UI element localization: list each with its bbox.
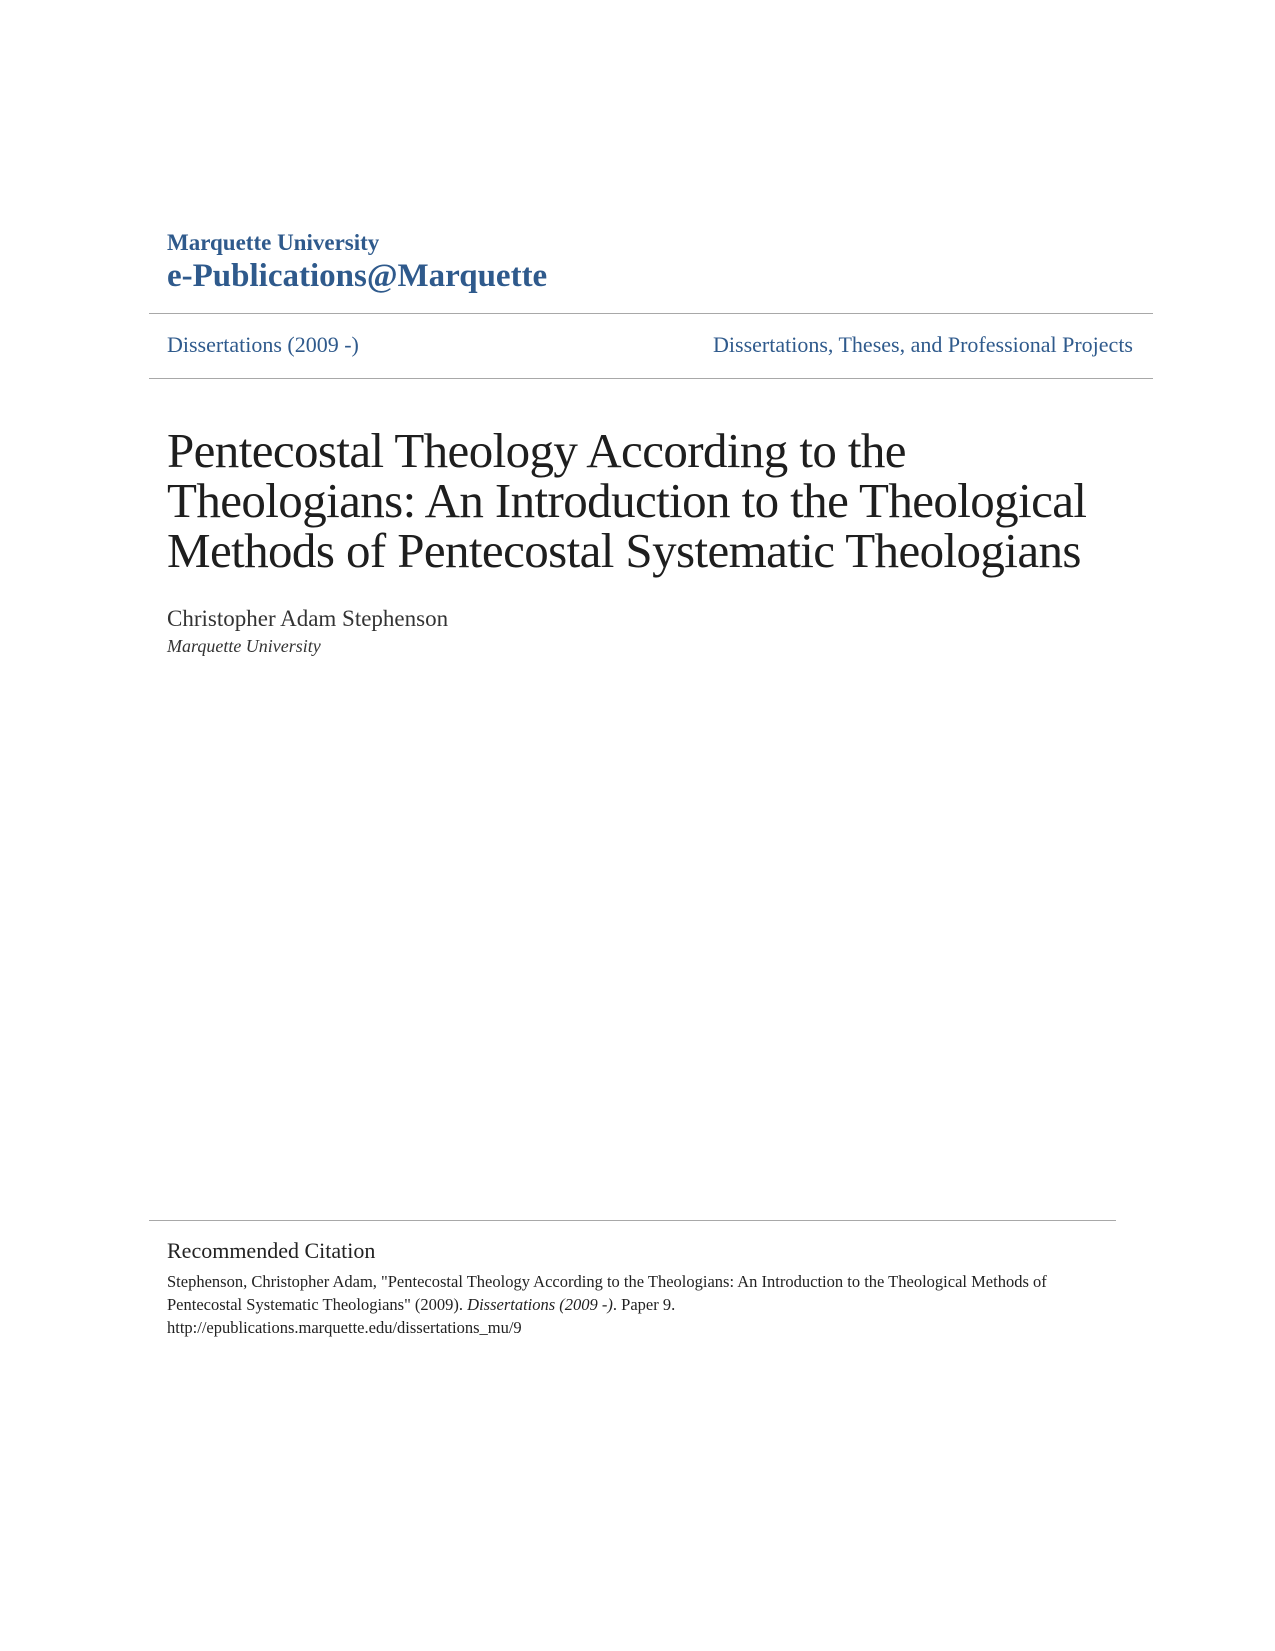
- header-divider-bottom: [149, 378, 1153, 379]
- institution-name: Marquette University: [167, 230, 380, 255]
- title-line: Methods of Pentecostal Systematic Theologians: [167, 523, 1081, 578]
- author-affiliation: Marquette University: [167, 636, 321, 656]
- citation-line: [167, 1316, 1127, 1339]
- author-name: Christopher Adam Stephenson: [167, 606, 449, 631]
- citation-line: [167, 1293, 1127, 1316]
- citation-line: Stephenson, Christopher Adam, "Pentecostal Theology According to the Theologians: An Introduction to the Theological Methods of: [167, 1272, 1047, 1291]
- repository-name: e-Publications@Marquette: [167, 258, 548, 294]
- citation-url-link[interactable]: http://epublications.marquette.edu/dissertations_mu/9: [167, 1318, 522, 1337]
- header-divider-top: [149, 313, 1153, 314]
- series-link[interactable]: Dissertations (2009 -): [167, 332, 359, 357]
- citation-heading: Recommended Citation: [167, 1238, 376, 1263]
- collection-link[interactable]: Dissertations, Theses, and Professional Projects: [713, 332, 1133, 357]
- citation-title-part: Pentecostal Systematic Theologians" (2009).: [167, 1295, 468, 1314]
- document-title: [167, 423, 1167, 578]
- citation-text: [167, 1270, 1127, 1339]
- citation-divider: [149, 1220, 1116, 1221]
- citation-series: Dissertations (2009 -): [467, 1295, 613, 1314]
- title-line: Pentecostal Theology According to the: [167, 423, 906, 478]
- citation-paper-number: . Paper 9.: [612, 1295, 676, 1314]
- title-line: Theologians: An Introduction to the Theological: [167, 473, 1087, 528]
